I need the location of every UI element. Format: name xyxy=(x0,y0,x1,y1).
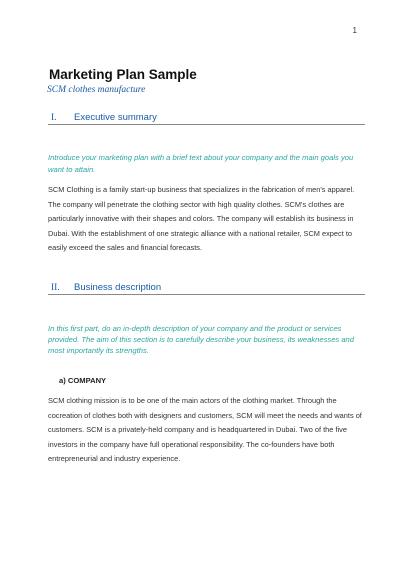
page-number: 1 xyxy=(352,26,357,35)
section-heading-label: Business description xyxy=(74,282,162,293)
section-body-company: SCM clothing mission is to be one of the main actors of the clothing market. Through the cocreation of clothes both with designers and customers, SCM will meet the needs and wants of customers. SCM is a privately-held company and is headquartered in Dubai. Two of the five investors in the company have full operational responsibility. The co-founders have both entrepreneurial and industry experience. xyxy=(48,396,362,463)
section-number: I. xyxy=(51,113,57,123)
section-number: II. xyxy=(51,283,60,293)
section-intro-executive-summary: Introduce your marketing plan with a brief text about your company and the main goals you want to attain. xyxy=(48,153,354,174)
subsection-heading-company: a) COMPANY xyxy=(59,376,107,385)
section-heading-executive-summary xyxy=(48,107,365,125)
section-body-executive-summary: SCM Clothing is a family start-up business that specializes in the fabrication of men's apparel. The company will penetrate the clothing sector with high quality clothes. SCM's clothes are particularly innovative with their shapes and colors. The company will establish its business in Dubai. With the establishment of one strategic alliance with a national retailer, SCM expect to easily exceed the sales and financial forecasts. xyxy=(48,185,355,252)
document-title: Marketing Plan Sample xyxy=(49,67,197,82)
section-heading-label: Executive summary xyxy=(74,112,157,123)
document-subtitle: SCM clothes manufacture xyxy=(47,85,146,95)
section-heading-business-description xyxy=(48,277,365,295)
section-intro-business-description: In this first part, do an in-depth description of your company and the product or services provided. The aim of this section is to carefully describe your business, its weaknesses and most importantly its strengths. xyxy=(48,324,355,355)
